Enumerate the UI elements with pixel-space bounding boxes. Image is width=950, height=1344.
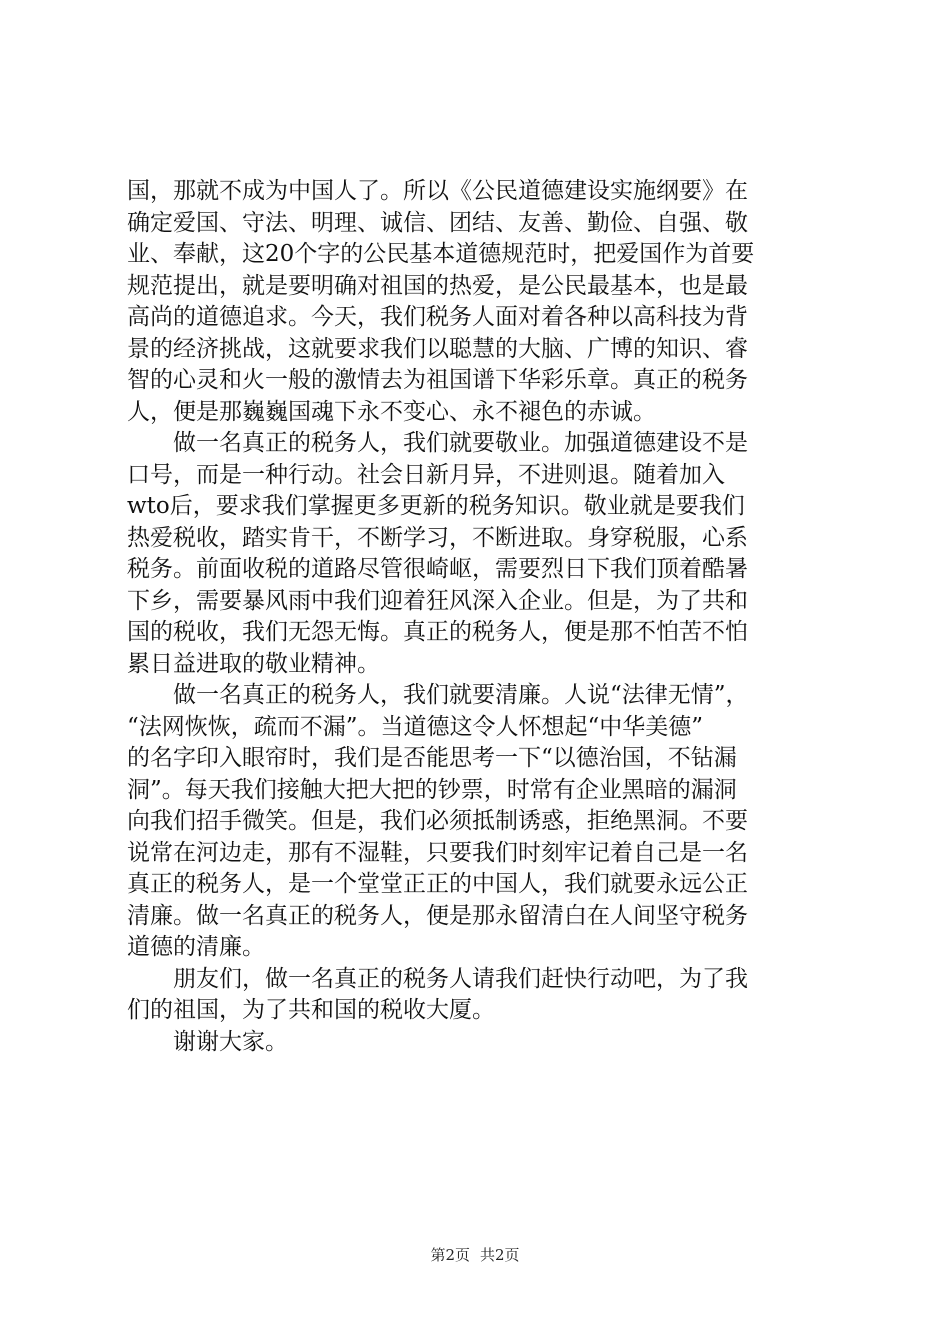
text-line: “法网恢恢，疏而不漏”。当道德这令人怀想起“中华美德” bbox=[127, 713, 704, 740]
document-body bbox=[127, 176, 831, 1058]
text-line: 规范提出，就是要明确对祖国的热爱，是公民最基本，也是最 bbox=[127, 272, 748, 299]
text-line: 业、奉献，这20个字的公民基本道德规范时，把爱国作为首要 bbox=[127, 241, 755, 267]
text-line: 洞”。每天我们接触大把大把的钞票，时常有企业黑暗的漏洞 bbox=[127, 776, 737, 803]
page-total: 共2页 bbox=[480, 1246, 520, 1264]
page-number: 第2页 bbox=[430, 1246, 470, 1264]
text-line: 热爱税收，踏实肯干，不断学习，不断进取。身穿税服，心系 bbox=[127, 524, 748, 551]
text-line: 口号，而是一种行动。社会日新月异，不进则退。随着加入 bbox=[127, 461, 725, 488]
text-line: 道德的清廉。 bbox=[127, 934, 265, 960]
page-footer bbox=[0, 1244, 950, 1265]
text-line: 税务。前面收税的道路尽管很崎岖，需要烈日下我们顶着酷暑 bbox=[127, 556, 748, 582]
text-line: 人，便是那巍巍国魂下永不变心、永不褪色的赤诚。 bbox=[127, 398, 656, 425]
text-line: 做一名真正的税务人，我们就要清廉。人说“法律无情”， bbox=[173, 682, 749, 708]
text-line: 向我们招手微笑。但是，我们必须抵制诱惑，拒绝黑洞。不要 bbox=[127, 808, 748, 834]
text-line: 景的经济挑战，这就要求我们以聪慧的大脑、广博的知识、睿 bbox=[127, 335, 748, 362]
text-line: 的名字印入眼帘时，我们是否能思考一下“以德治国，不钻漏 bbox=[127, 745, 737, 771]
text-line: wto后，要求我们掌握更多更新的税务知识。敬业就是要我们 bbox=[127, 493, 745, 519]
text-line: 累日益进取的敬业精神。 bbox=[127, 650, 380, 677]
text-line: 谢谢大家。 bbox=[173, 1028, 288, 1055]
text-line: 国的税收，我们无怨无悔。真正的税务人，便是那不怕苦不怕 bbox=[127, 619, 748, 645]
text-line: 清廉。做一名真正的税务人，便是那永留清白在人间坚守税务 bbox=[127, 902, 748, 929]
text-line: 智的心灵和火一般的激情去为祖国谱下华彩乐章。真正的税务 bbox=[127, 367, 748, 393]
text-line: 高尚的道德追求。今天，我们税务人面对着各种以高科技为背 bbox=[127, 304, 748, 330]
text-line: 做一名真正的税务人，我们就要敬业。加强道德建设不是 bbox=[173, 430, 748, 456]
text-line: 真正的税务人，是一个堂堂正正的中国人，我们就要永远公正 bbox=[127, 871, 748, 897]
text-line: 确定爱国、守法、明理、诚信、团结、友善、勤俭、自强、敬 bbox=[127, 209, 748, 236]
text-line: 国，那就不成为中国人了。所以《公民道德建设实施纲要》在 bbox=[127, 178, 748, 204]
text-line: 们的祖国，为了共和国的税收大厦。 bbox=[127, 997, 495, 1023]
text-line: 朋友们，做一名真正的税务人请我们赶快行动吧，为了我 bbox=[173, 965, 748, 992]
text-line: 说常在河边走，那有不湿鞋，只要我们时刻牢记着自己是一名 bbox=[127, 839, 748, 866]
text-line: 下乡，需要暴风雨中我们迎着狂风深入企业。但是，为了共和 bbox=[127, 587, 748, 614]
